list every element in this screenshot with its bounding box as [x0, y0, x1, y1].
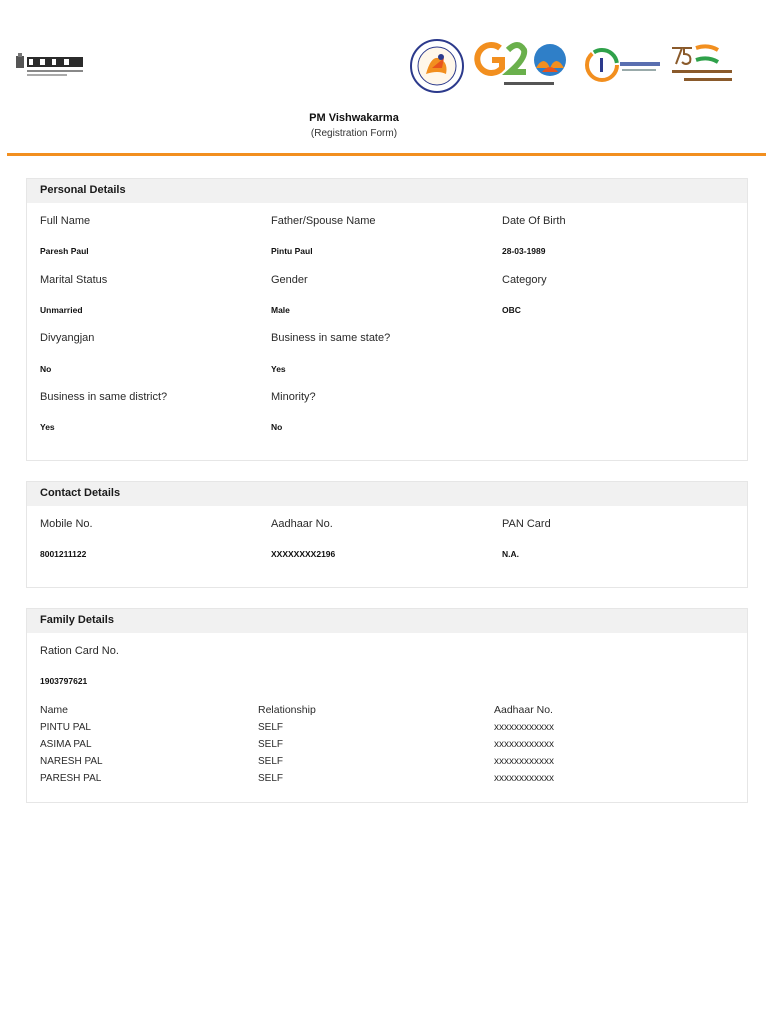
- father-spouse-name-value: Pintu Paul: [271, 246, 313, 256]
- ration-card-value: 1903797621: [40, 676, 88, 686]
- contact-details-card: [26, 481, 748, 588]
- business-same-state-value: Yes: [271, 364, 286, 374]
- minority-value: No: [271, 422, 283, 432]
- category-value: OBC: [502, 305, 521, 315]
- pm-vishwakarma-logo: [408, 38, 466, 94]
- family-member-aadhaar: xxxxxxxxxxxx: [494, 739, 554, 750]
- pan-card-value: N.A.: [502, 549, 519, 559]
- family-column-aadhaar: Aadhaar No.: [494, 704, 553, 716]
- family-details-heading: Family Details: [27, 609, 747, 633]
- g20-logo: [474, 38, 574, 92]
- family-member-relationship: SELF: [258, 773, 284, 784]
- aadhaar-no-value: XXXXXXXX2196: [271, 549, 336, 559]
- business-same-district-value: Yes: [40, 422, 55, 432]
- aadhaar-no-label: Aadhaar No.: [271, 518, 333, 530]
- azadi-ka-amrit-mahotsav-logo: [668, 42, 736, 90]
- family-member-name: PINTU PAL: [40, 722, 91, 733]
- family-details-card: [26, 608, 748, 803]
- full-name-label: Full Name: [40, 215, 91, 227]
- family-member-relationship: SELF: [258, 722, 284, 733]
- family-member-relationship: SELF: [258, 756, 284, 767]
- divyangjan-value: No: [40, 364, 52, 374]
- gender-label: Gender: [271, 274, 308, 286]
- page-subtitle: (Registration Form): [310, 128, 398, 139]
- date-of-birth-label: Date Of Birth: [502, 215, 566, 227]
- family-member-aadhaar: xxxxxxxxxxxx: [494, 773, 554, 784]
- pan-card-label: PAN Card: [502, 518, 551, 530]
- category-label: Category: [502, 274, 547, 286]
- father-spouse-name-label: Father/Spouse Name: [271, 215, 376, 227]
- family-column-name: Name: [40, 704, 69, 716]
- header-divider: [7, 153, 766, 156]
- msme-logo: [16, 52, 84, 78]
- mobile-no-value: 8001211122: [40, 549, 87, 559]
- personal-details-card: [26, 178, 748, 461]
- digital-india-logo: [582, 44, 664, 86]
- business-same-state-label: Business in same state?: [271, 332, 391, 344]
- family-column-relationship: Relationship: [258, 704, 316, 716]
- family-member-name: ASIMA PAL: [40, 739, 92, 750]
- contact-details-heading: Contact Details: [27, 482, 747, 506]
- partner-logos: [408, 36, 738, 96]
- business-same-district-label: Business in same district?: [40, 391, 168, 403]
- marital-status-value: Unmarried: [40, 305, 83, 315]
- date-of-birth-value: 28-03-1989: [502, 246, 546, 256]
- title-block: [0, 112, 708, 139]
- minority-label: Minority?: [271, 391, 316, 403]
- page-title: PM Vishwakarma: [309, 112, 399, 124]
- family-member-relationship: SELF: [258, 739, 284, 750]
- marital-status-label: Marital Status: [40, 274, 108, 286]
- mobile-no-label: Mobile No.: [40, 518, 93, 530]
- ration-card-label: Ration Card No.: [40, 645, 119, 657]
- divyangjan-label: Divyangjan: [40, 332, 95, 344]
- family-member-name: NARESH PAL: [40, 756, 103, 767]
- personal-details-heading: Personal Details: [27, 179, 747, 203]
- full-name-value: Paresh Paul: [40, 246, 89, 256]
- family-member-name: PARESH PAL: [40, 773, 102, 784]
- family-member-aadhaar: xxxxxxxxxxxx: [494, 756, 554, 767]
- page-header: [0, 0, 768, 160]
- family-member-aadhaar: xxxxxxxxxxxx: [494, 722, 554, 733]
- gender-value: Male: [271, 305, 290, 315]
